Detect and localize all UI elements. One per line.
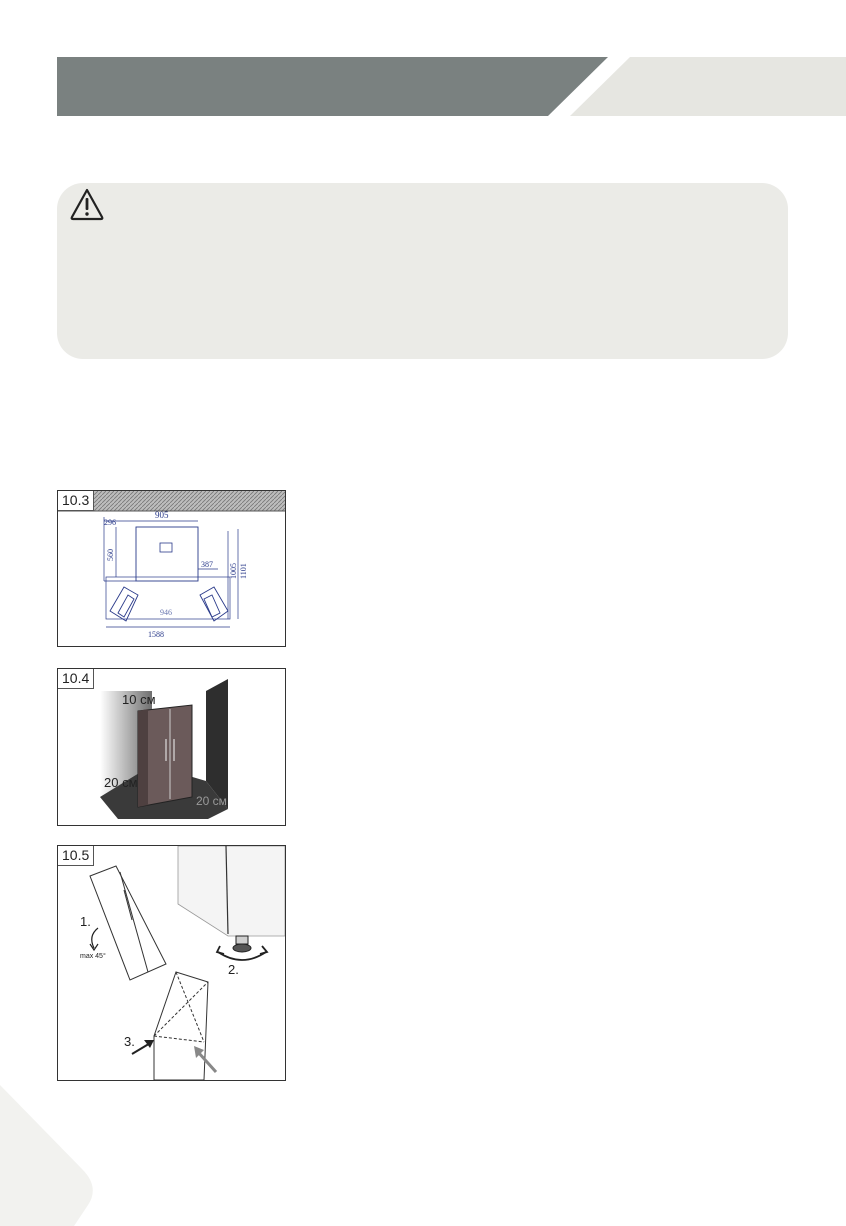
fridge-outline xyxy=(136,527,198,581)
dim-depth-2: 1101 xyxy=(239,563,248,579)
back-clearance-label: 20 см xyxy=(196,794,227,808)
figure-10-5 xyxy=(57,845,286,1081)
top-clearance-label: 10 см xyxy=(122,692,156,707)
figure-label: 10.3 xyxy=(58,491,94,511)
header-light-tab xyxy=(570,57,846,116)
step-2-label: 2. xyxy=(228,962,239,977)
leveling-diagram xyxy=(58,846,285,1080)
dim-right-offset: 387 xyxy=(201,560,213,569)
warning-triangle-icon xyxy=(69,187,105,221)
dim-depth-left: 560 xyxy=(106,549,115,561)
dim-width-top: 905 xyxy=(155,510,169,520)
dim-depth-1: 1005 xyxy=(229,563,238,579)
level-box xyxy=(154,972,208,1080)
right-door-open xyxy=(200,587,228,621)
dim-open-inner: 946 xyxy=(160,608,172,617)
rotate-arrow-icon xyxy=(90,928,98,950)
floor-plan-diagram xyxy=(58,491,285,646)
warning-box xyxy=(57,183,788,359)
step-1-label: 1. xyxy=(80,914,91,929)
header-band xyxy=(0,0,846,130)
figure-10-3 xyxy=(57,490,286,647)
step-3-label: 3. xyxy=(124,1034,135,1049)
tilted-fridge xyxy=(90,866,166,980)
header-dark-bar xyxy=(57,57,608,116)
figure-10-4 xyxy=(57,668,286,826)
figure-label: 10.4 xyxy=(58,669,94,689)
left-door-open xyxy=(110,587,138,621)
pointer-arrow-icon xyxy=(132,1040,154,1054)
adjustable-foot-icon xyxy=(233,936,251,952)
side-clearance-label: 20 см xyxy=(104,775,138,790)
footer-corner-shape xyxy=(0,1085,100,1226)
fridge-corner xyxy=(178,846,285,936)
clearance-diagram xyxy=(58,669,285,825)
tilt-note: max 45° xyxy=(80,953,106,960)
figure-label: 10.5 xyxy=(58,846,94,866)
dim-left-offset: 296 xyxy=(104,518,116,527)
dim-open-total: 1588 xyxy=(148,630,164,639)
fridge xyxy=(138,705,192,807)
